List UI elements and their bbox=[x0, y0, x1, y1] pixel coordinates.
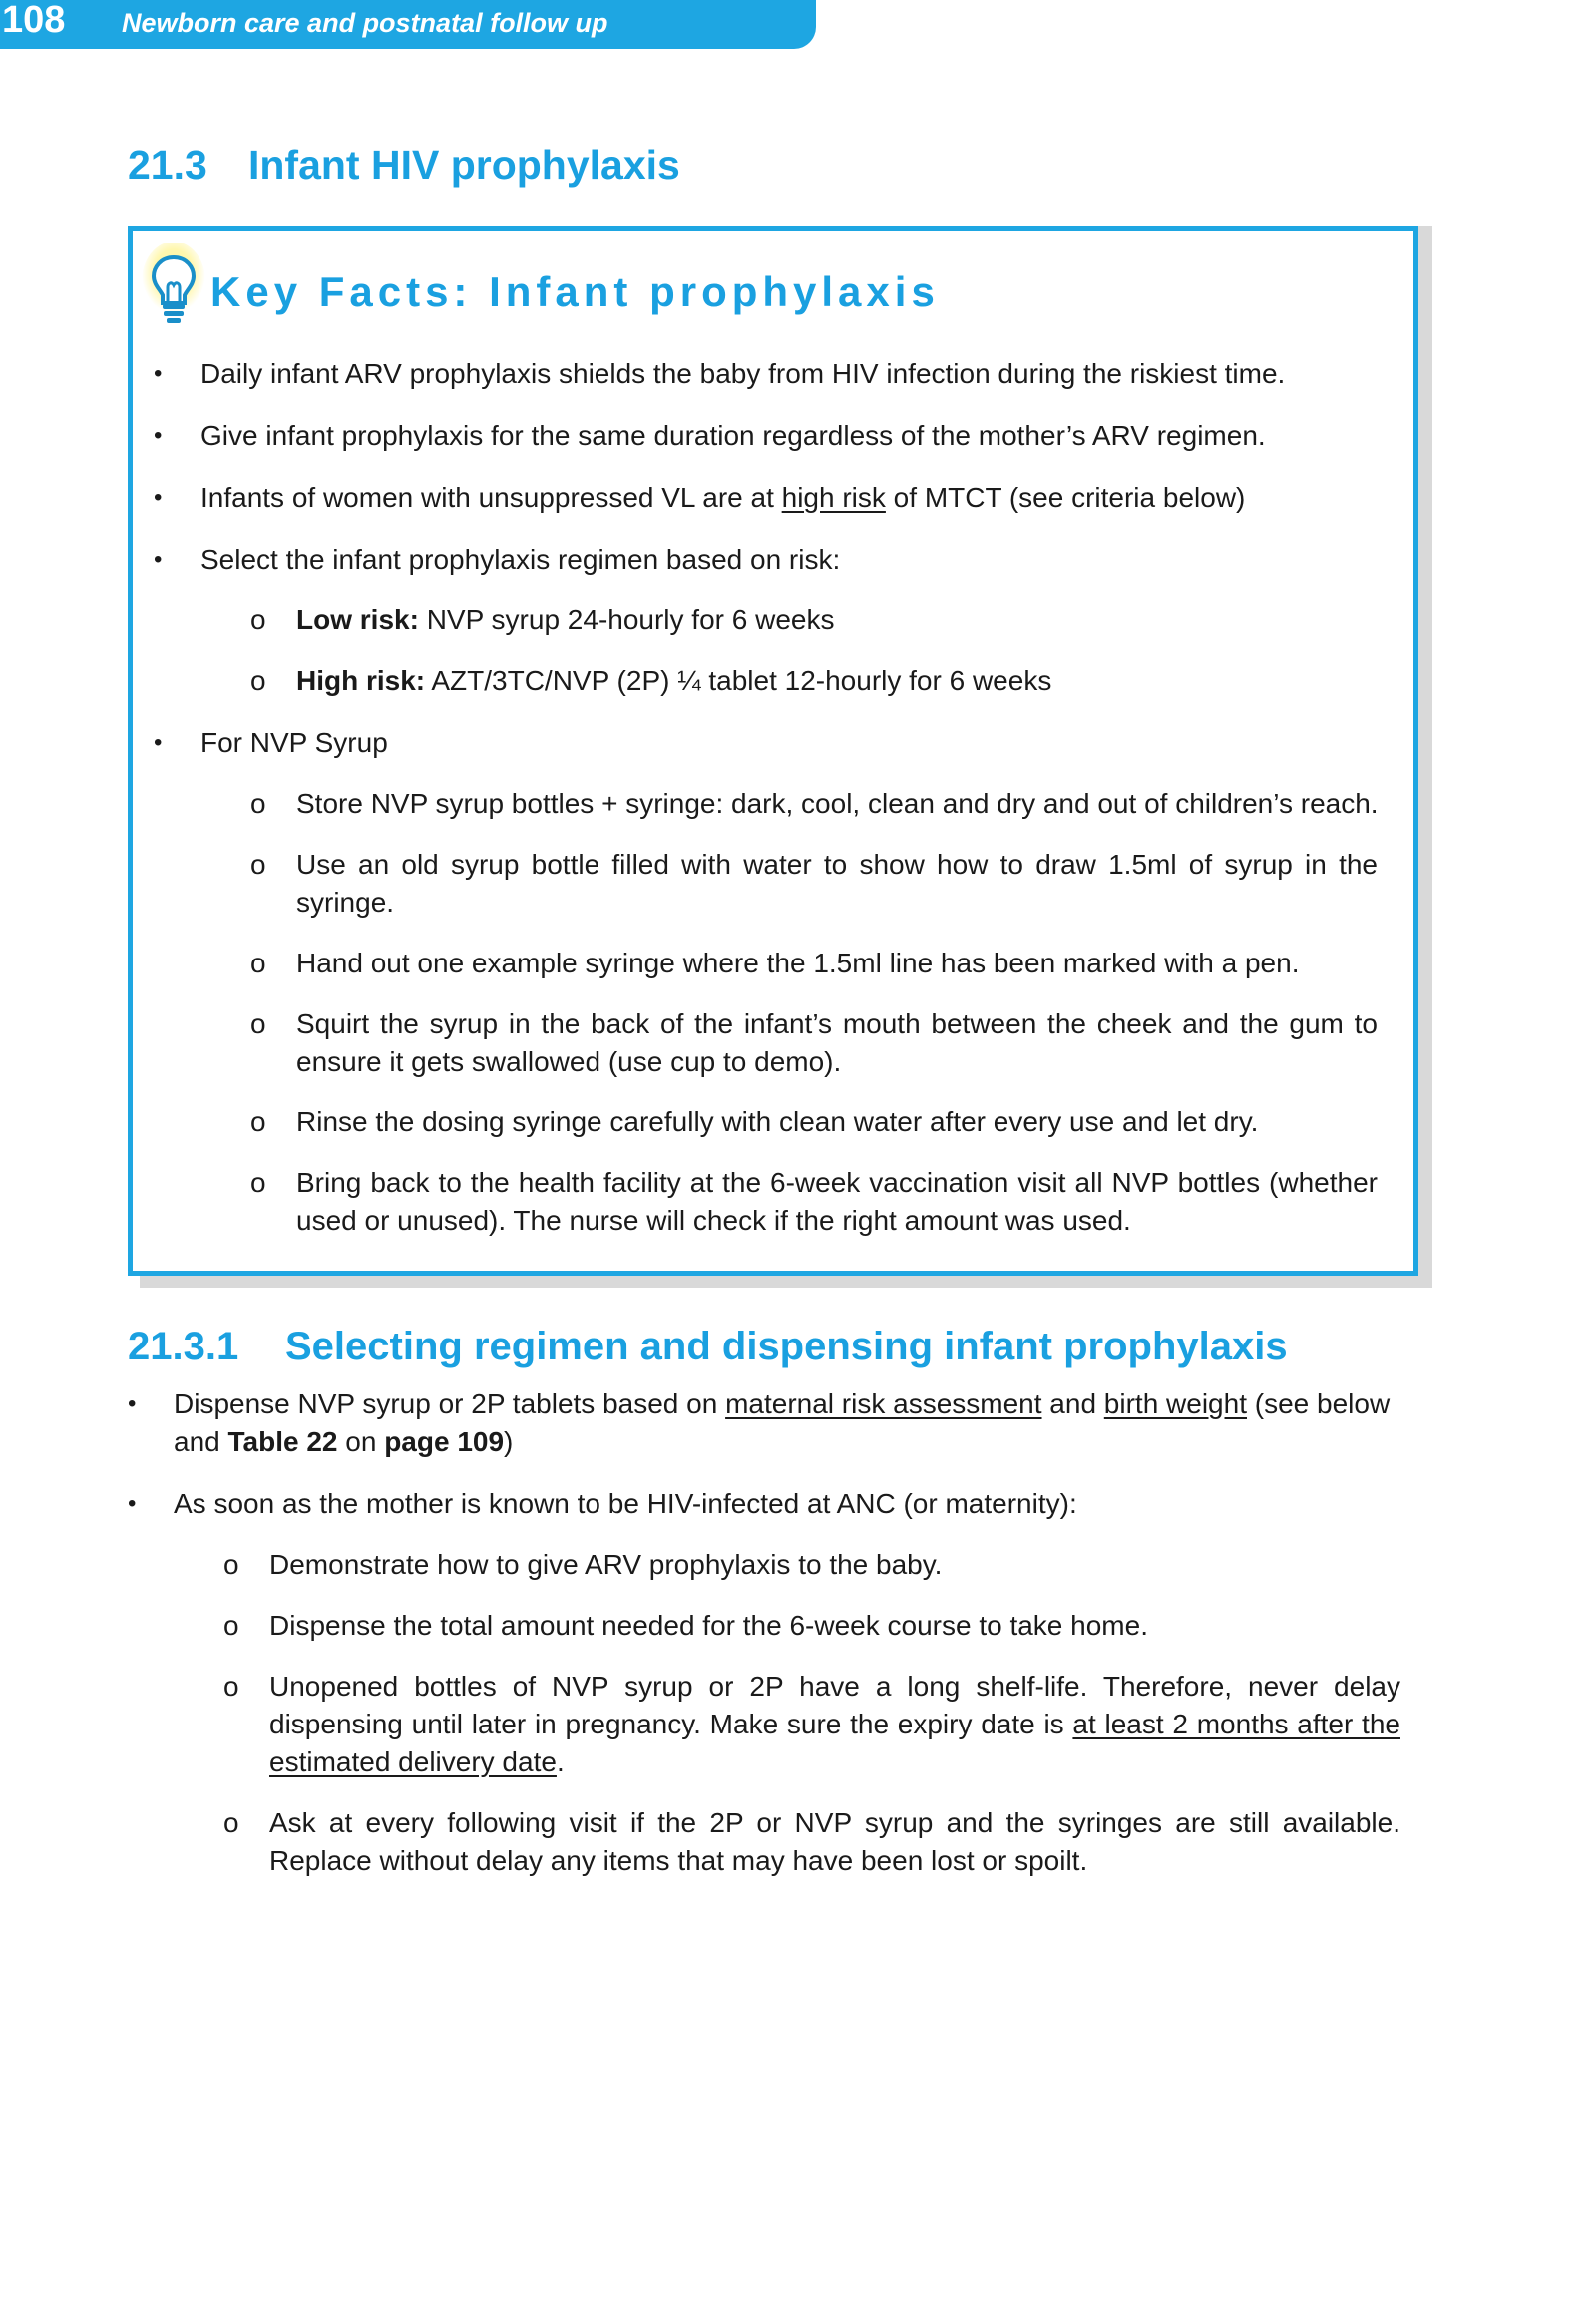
sub-bullet-symbol: o bbox=[223, 1807, 239, 1838]
key-fact-3: Infants of women with unsuppressed VL are at high risk of MTCT (see criteria below) bbox=[200, 482, 1246, 513]
page-number: 108 bbox=[2, 0, 66, 41]
subsection-heading bbox=[128, 1322, 1288, 1371]
high-risk-link: high risk bbox=[781, 482, 886, 513]
running-header bbox=[0, 0, 816, 49]
high-risk-item: High risk: AZT/3TC/NVP (2P) ¼ tablet 12-hourly for 6 weeks bbox=[296, 665, 1052, 696]
sub-bullet-symbol: o bbox=[250, 948, 266, 978]
dispense-item: Dispense NVP syrup or 2P tablets based on maternal risk assessment and birth weight (see below and Table 22 on page 109) bbox=[174, 1388, 1391, 1457]
key-facts-title: Key Facts: Infant prophylaxis bbox=[210, 268, 940, 315]
sub-bullet-symbol: o bbox=[223, 1671, 239, 1702]
sub-bullet-symbol: o bbox=[250, 1106, 266, 1137]
shelf-life-item: Unopened bottles of NVP syrup or 2P have a long shelf-life. Therefore, never delay dispensing until later in pregnancy. Make sure the expiry date is at least 2 months after the estimated delivery date. bbox=[269, 1671, 1400, 1777]
expiry-date-link: at least 2 months after the estimated delivery date bbox=[269, 1709, 1400, 1777]
follow-up-item: Ask at every following visit if the 2P or NVP syrup and the syringes are still available. Replace without delay any items that may have been lost or spoilt. bbox=[269, 1807, 1400, 1876]
nvp-squirt-item: Squirt the syrup in the back of the infant’s mouth between the cheek and the gum to ensure it gets swallowed (use cup to demo). bbox=[296, 1008, 1378, 1077]
sub-bullet-symbol: o bbox=[250, 665, 266, 696]
table-ref: Table 22 bbox=[227, 1426, 338, 1457]
nvp-demo-item: Use an old syrup bottle filled with water to show how to draw 1.5ml of syrup in the syringe. bbox=[296, 849, 1378, 918]
bullet-symbol: • bbox=[128, 1490, 137, 1517]
bullet-symbol: • bbox=[154, 729, 163, 756]
sub-bullet-symbol: o bbox=[250, 849, 266, 880]
section-heading bbox=[128, 140, 680, 190]
maternal-risk-link: maternal risk assessment bbox=[725, 1388, 1042, 1419]
bullet-symbol: • bbox=[128, 1390, 137, 1417]
sub-bullet-symbol: o bbox=[250, 604, 266, 635]
lightbulb-icon bbox=[141, 243, 206, 333]
demonstrate-item: Demonstrate how to give ARV prophylaxis to the baby. bbox=[269, 1549, 943, 1580]
sub-bullet-symbol: o bbox=[250, 1008, 266, 1039]
sub-bullet-symbol: o bbox=[223, 1610, 239, 1641]
nvp-return-item: Bring back to the health facility at the 6-week vaccination visit all NVP bottles (whether used or unused). The nurse will check if the right amount was used. bbox=[296, 1167, 1378, 1236]
anc-item: As soon as the mother is known to be HIV-infected at ANC (or maternity): bbox=[174, 1488, 1077, 1519]
birth-weight-link: birth weight bbox=[1103, 1388, 1247, 1419]
sub-bullet-symbol: o bbox=[250, 788, 266, 819]
subsection-title: Selecting regimen and dispensing infant prophylaxis bbox=[285, 1325, 1288, 1368]
nvp-rinse-item: Rinse the dosing syringe carefully with clean water after every use and let dry. bbox=[296, 1106, 1259, 1137]
subsection-number: 21.3.1 bbox=[128, 1325, 239, 1368]
key-fact-1: Daily infant ARV prophylaxis shields the baby from HIV infection during the riskiest time. bbox=[200, 358, 1286, 389]
bullet-symbol: • bbox=[154, 484, 163, 511]
nvp-syringe-item: Hand out one example syringe where the 1.5ml line has been marked with a pen. bbox=[296, 948, 1300, 978]
nvp-store-item: Store NVP syrup bottles + syringe: dark, cool, clean and dry and out of children’s reach. bbox=[296, 788, 1379, 819]
key-fact-4: Select the infant prophylaxis regimen based on risk: bbox=[200, 544, 841, 575]
total-amount-item: Dispense the total amount needed for the 6-week course to take home. bbox=[269, 1610, 1148, 1641]
bullet-symbol: • bbox=[154, 422, 163, 449]
section-number: 21.3 bbox=[128, 142, 207, 188]
key-fact-5: For NVP Syrup bbox=[200, 727, 388, 758]
bullet-symbol: • bbox=[154, 546, 163, 573]
sub-bullet-symbol: o bbox=[250, 1167, 266, 1198]
sub-bullet-symbol: o bbox=[223, 1549, 239, 1580]
bullet-symbol: • bbox=[154, 360, 163, 387]
chapter-title: Newborn care and postnatal follow up bbox=[122, 8, 608, 38]
page-ref: page 109 bbox=[384, 1426, 505, 1457]
low-risk-item: Low risk: NVP syrup 24-hourly for 6 weeks bbox=[296, 604, 835, 635]
key-fact-2: Give infant prophylaxis for the same duration regardless of the mother’s ARV regimen. bbox=[200, 420, 1266, 451]
section-title: Infant HIV prophylaxis bbox=[248, 142, 680, 188]
